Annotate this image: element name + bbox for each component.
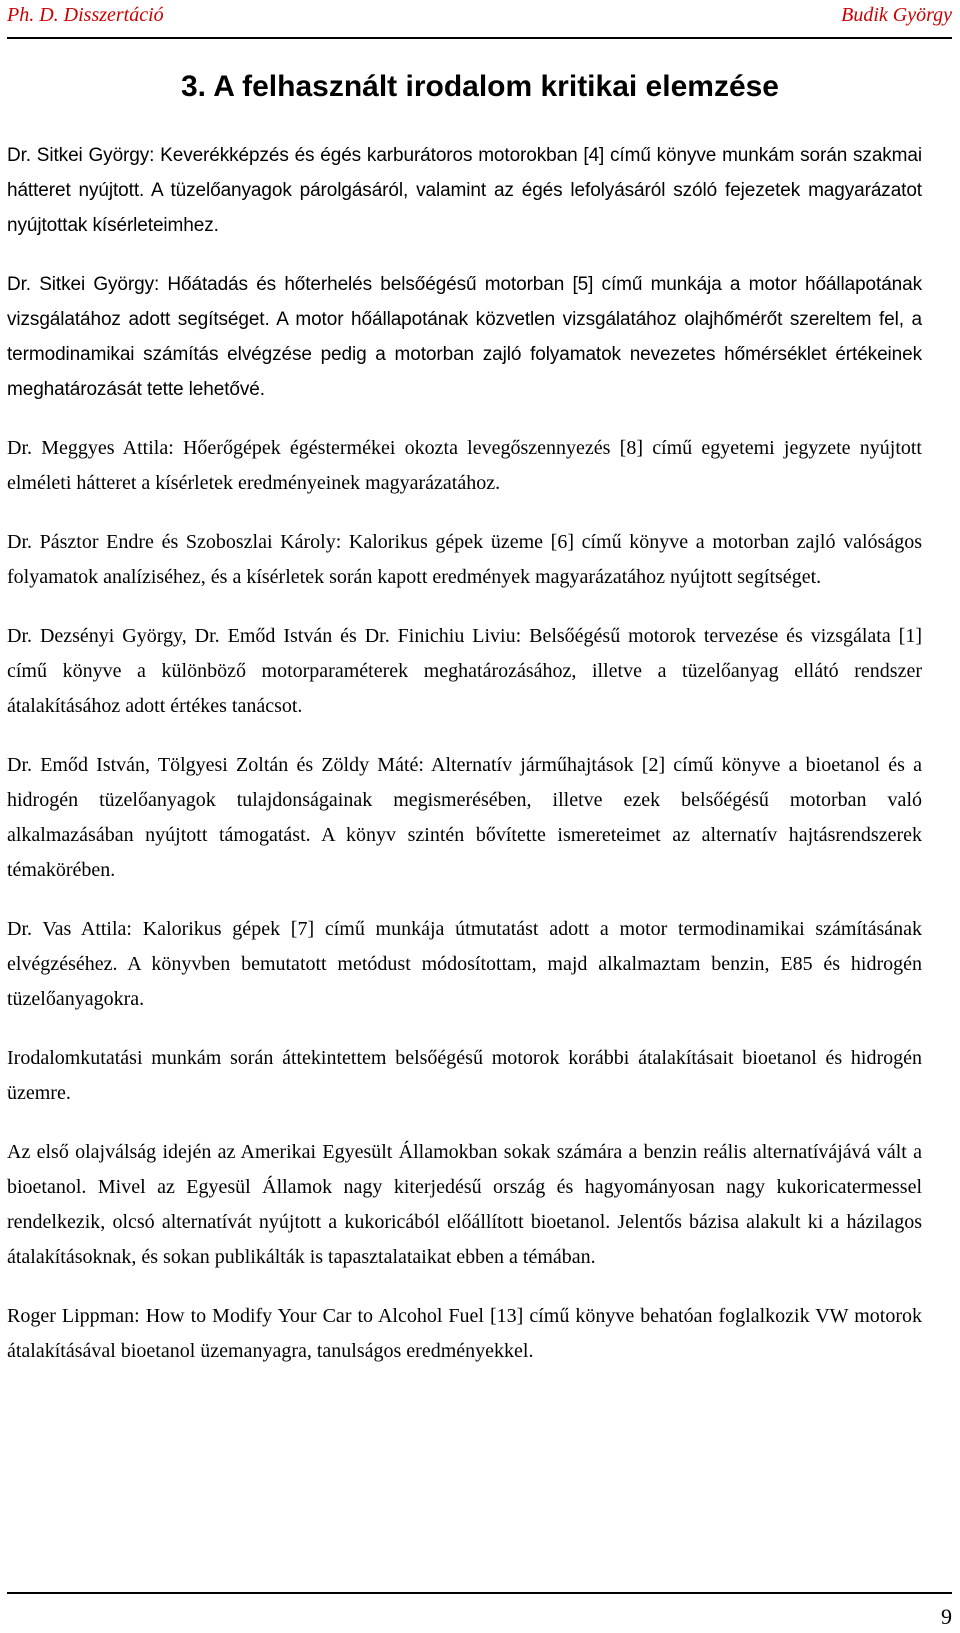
paragraph-pasztor: Dr. Pásztor Endre és Szoboszlai Károly: Kalorikus gépek üzeme [6] című könyve a motorban zajló valóságos folyamatok analíziséhez, és a kísérletek során kapott eredmények magyarázatához nyújtott segítséget. <box>7 531 922 588</box>
page-footer <box>7 1592 952 1632</box>
page-number: 9 <box>941 1604 952 1629</box>
paragraph-vas: Dr. Vas Attila: Kalorikus gépek [7] című munkája útmutatást adott a motor termodinamikai számításának elvégzéséhez. A könyvben bemutatott metódust módosítottam, majd alkalmaztam benzin, E85 és hidrogén tüzelőanyagokra. <box>7 918 922 1010</box>
paragraph-sitkei-hoatadas: Dr. Sitkei György: Hőátadás és hőterhelés belsőégésű motorban [5] című munkája a motor hőállapotának vizsgálatához adott segítséget. A motor hőállapotának közvetlen vizsgálatához olajhőmérőt szereltem fel, a termodinamikai számítás elvégzése pedig a motorban zajló folyamatok nevezetes hőmérséklet értékeinek meghatározását tette lehetővé. <box>7 274 922 400</box>
paragraph-sitkei-keverekkepzes: Dr. Sitkei György: Keverékképzés és égés karburátoros motorokban [4] című könyve munkám során szakmai hátteret nyújtott. A tüzelőanyagok párolgásáról, valamint az égés lefolyásáról szóló fejezetek magyarázatot nyújtottak kísérleteimhez. <box>7 145 922 236</box>
paragraph-meggyes: Dr. Meggyes Attila: Hőerőgépek égéstermékei okozta levegőszennyezés [8] című egyetemi jegyzete nyújtott elméleti hátteret a kísérletek eredményeinek magyarázatához. <box>7 437 922 494</box>
paragraph-olajvalsag: Az első olajválság idején az Amerikai Egyesült Államokban sokak számára a benzin reális alternatívájává vált a bioetanol. Mivel az Egyesül Államok nagy kiterjedésű ország és hagyományosan nagy kukoricatermessel rendelkezik, olcsó alternatívát nyújtott a kukoricából előállított bioetanol. Jelentős bázisa alakult ki a házilagos átalakításoknak, és sokan publikálták is tapasztalataikat ebben a témában. <box>7 1141 922 1268</box>
header-author: Budik György <box>841 4 952 26</box>
page-header <box>7 0 952 39</box>
paragraph-emod: Dr. Emőd István, Tölgyesi Zoltán és Zöldy Máté: Alternatív járműhajtások [2] című könyve a bioetanol és a hidrogén tüzelőanyagok tulajdonságainak megismerésében, illetve ezek belsőégésű motorban való alkalmazásában nyújtott támogatást. A könyv szintén bővítette ismereteimet az alternatív hajtásrendszerek témakörében. <box>7 754 922 881</box>
chapter-title: 3. A felhasznált irodalom kritikai elemzése <box>180 70 779 103</box>
paragraph-irodalomkutatas: Irodalomkutatási munkám során áttekintettem belsőégésű motorok korábbi átalakításait bioetanol és hidrogén üzemre. <box>7 1047 922 1104</box>
paragraph-lippman: Roger Lippman: How to Modify Your Car to Alcohol Fuel [13] című könyve behatóan foglalkozik VW motorok átalakításával bioetanol üzemanyagra, tanulságos eredményekkel. <box>7 1305 922 1362</box>
paragraph-dezsenyi: Dr. Dezsényi György, Dr. Emőd István és Dr. Finichiu Liviu: Belsőégésű motorok tervezése és vizsgálata [1] című könyve a különböző motorparaméterek meghatározásához, illetve a tüzelőanyag ellátó rendszer átalakításához adott értékes tanácsot. <box>7 625 922 717</box>
header-thesis-label: Ph. D. Disszertáció <box>7 4 164 26</box>
main-content <box>7 138 922 1393</box>
